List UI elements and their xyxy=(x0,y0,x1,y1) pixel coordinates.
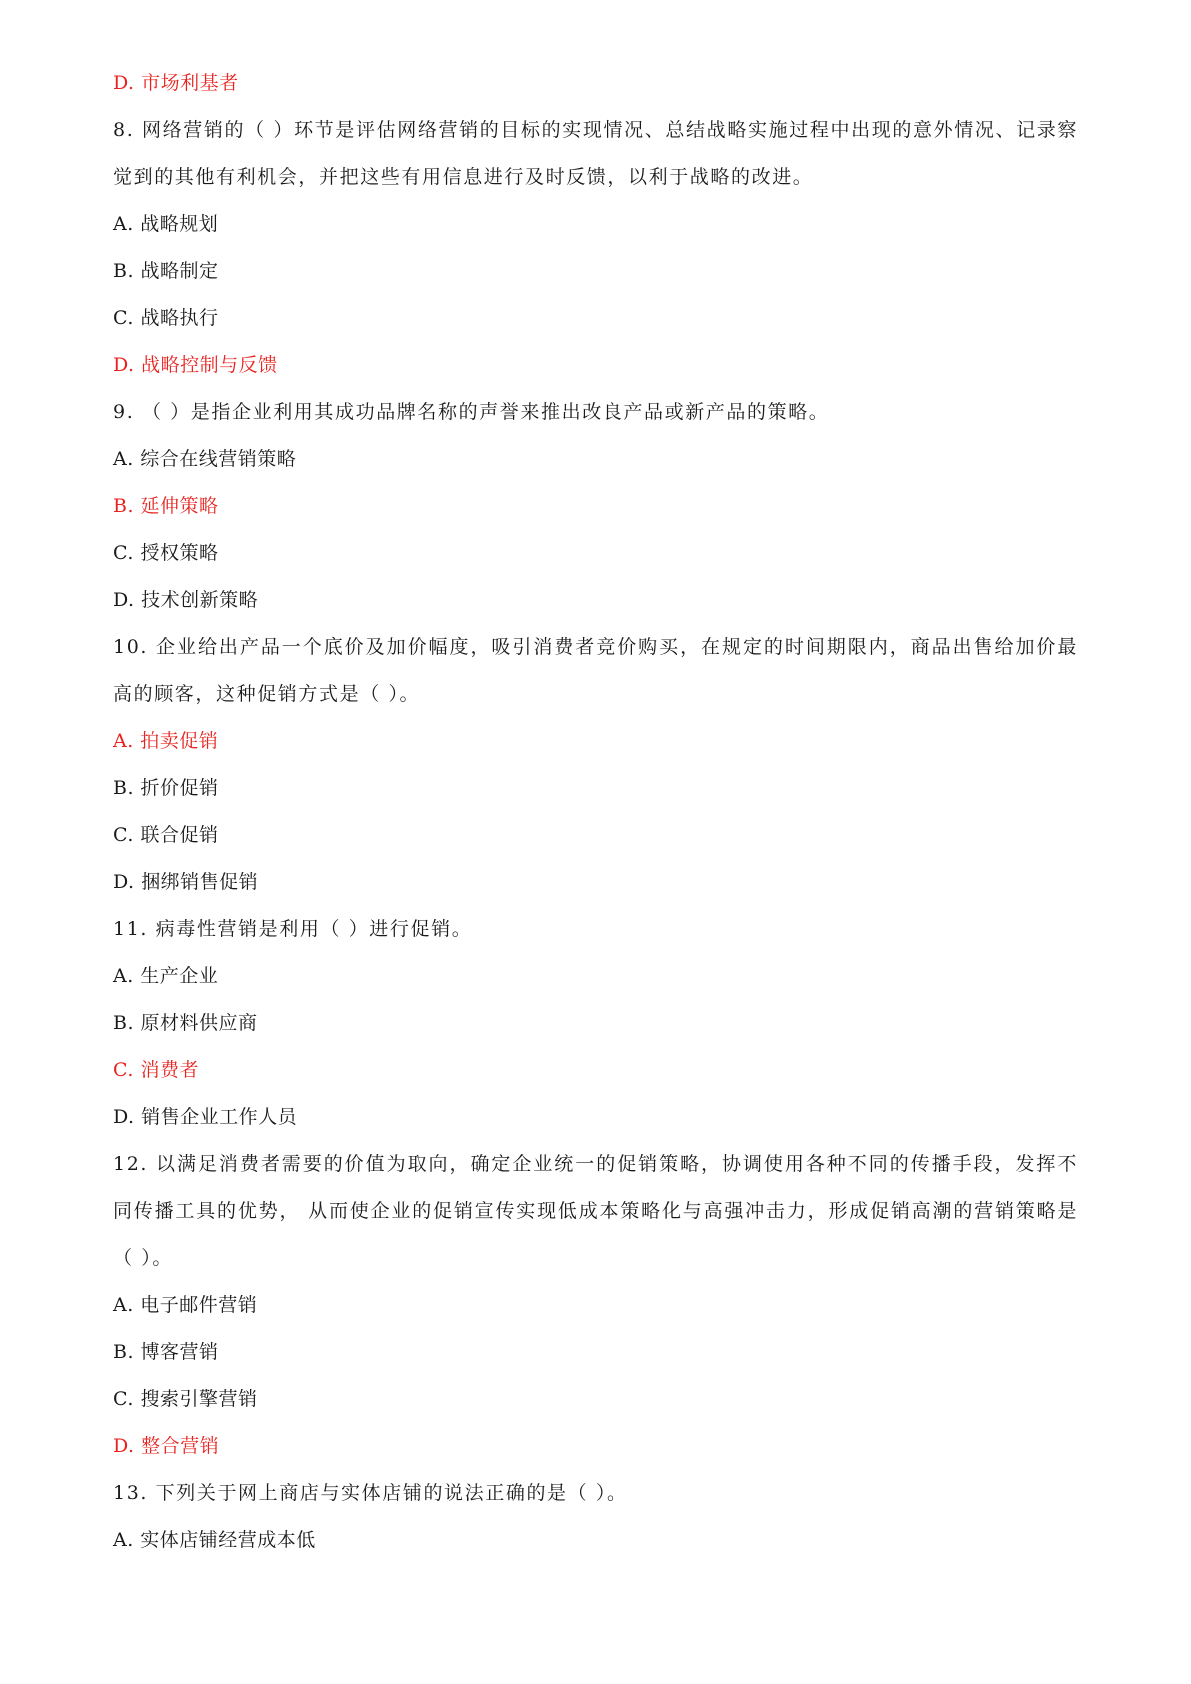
option-b: B. 原材料供应商 xyxy=(113,1012,258,1034)
question-8: 8. 网络营销的（ ）环节是评估网络营销的目标的实现情况、总结战略实施过程中出现的意外情况、记录察觉到的其他有利机会，并把这些有用信息进行及时反馈，以利于战略的改进。 xyxy=(113,119,1078,188)
option-b: B. 折价促销 xyxy=(113,777,219,799)
option-c: C. 战略执行 xyxy=(113,307,219,329)
option-a: A. 电子邮件营销 xyxy=(113,1294,258,1316)
option-c-answer: C. 消费者 xyxy=(113,1059,199,1081)
option-d: D. 捆绑销售促销 xyxy=(113,871,259,893)
document-page xyxy=(113,60,1078,1564)
option-c: C. 搜索引擎营销 xyxy=(113,1388,258,1410)
option-a: A. 战略规划 xyxy=(113,213,219,235)
option-a-answer: A. 拍卖促销 xyxy=(113,730,219,752)
option-c: C. 联合促销 xyxy=(113,824,219,846)
question-11: 11. 病毒性营销是利用（ ）进行促销。 xyxy=(113,918,473,940)
option-b-answer: B. 延伸策略 xyxy=(113,495,219,517)
option-a: A. 实体店铺经营成本低 xyxy=(113,1529,316,1551)
option-a: A. 生产企业 xyxy=(113,965,219,987)
question-10: 10. 企业给出产品一个底价及加价幅度，吸引消费者竞价购买，在规定的时间期限内，商品出售给加价最高的顾客，这种促销方式是（ ）。 xyxy=(113,636,1078,705)
option-d: D. 销售企业工作人员 xyxy=(113,1106,298,1128)
option-c: C. 授权策略 xyxy=(113,542,219,564)
option-d-answer: D. 战略控制与反馈 xyxy=(113,354,278,376)
question-13: 13. 下列关于网上商店与实体店铺的说法正确的是（ ）。 xyxy=(113,1482,628,1504)
option-d-answer: D. 整合营销 xyxy=(113,1435,220,1457)
option-b: B. 战略制定 xyxy=(113,260,219,282)
option-b: B. 博客营销 xyxy=(113,1341,219,1363)
question-9: 9. （ ）是指企业利用其成功品牌名称的声誉来推出改良产品或新产品的策略。 xyxy=(113,401,830,423)
option-d: D. 技术创新策略 xyxy=(113,589,259,611)
option-a: A. 综合在线营销策略 xyxy=(113,448,297,470)
option-d-answer: D. 市场利基者 xyxy=(113,72,239,94)
question-12: 12. 以满足消费者需要的价值为取向，确定企业统一的促销策略，协调使用各种不同的传播手段，发挥不同传播工具的优势， 从而使企业的促销宣传实现低成本策略化与高强冲击力，形成促销高潮的营销策略是（ ）。 xyxy=(113,1153,1078,1269)
